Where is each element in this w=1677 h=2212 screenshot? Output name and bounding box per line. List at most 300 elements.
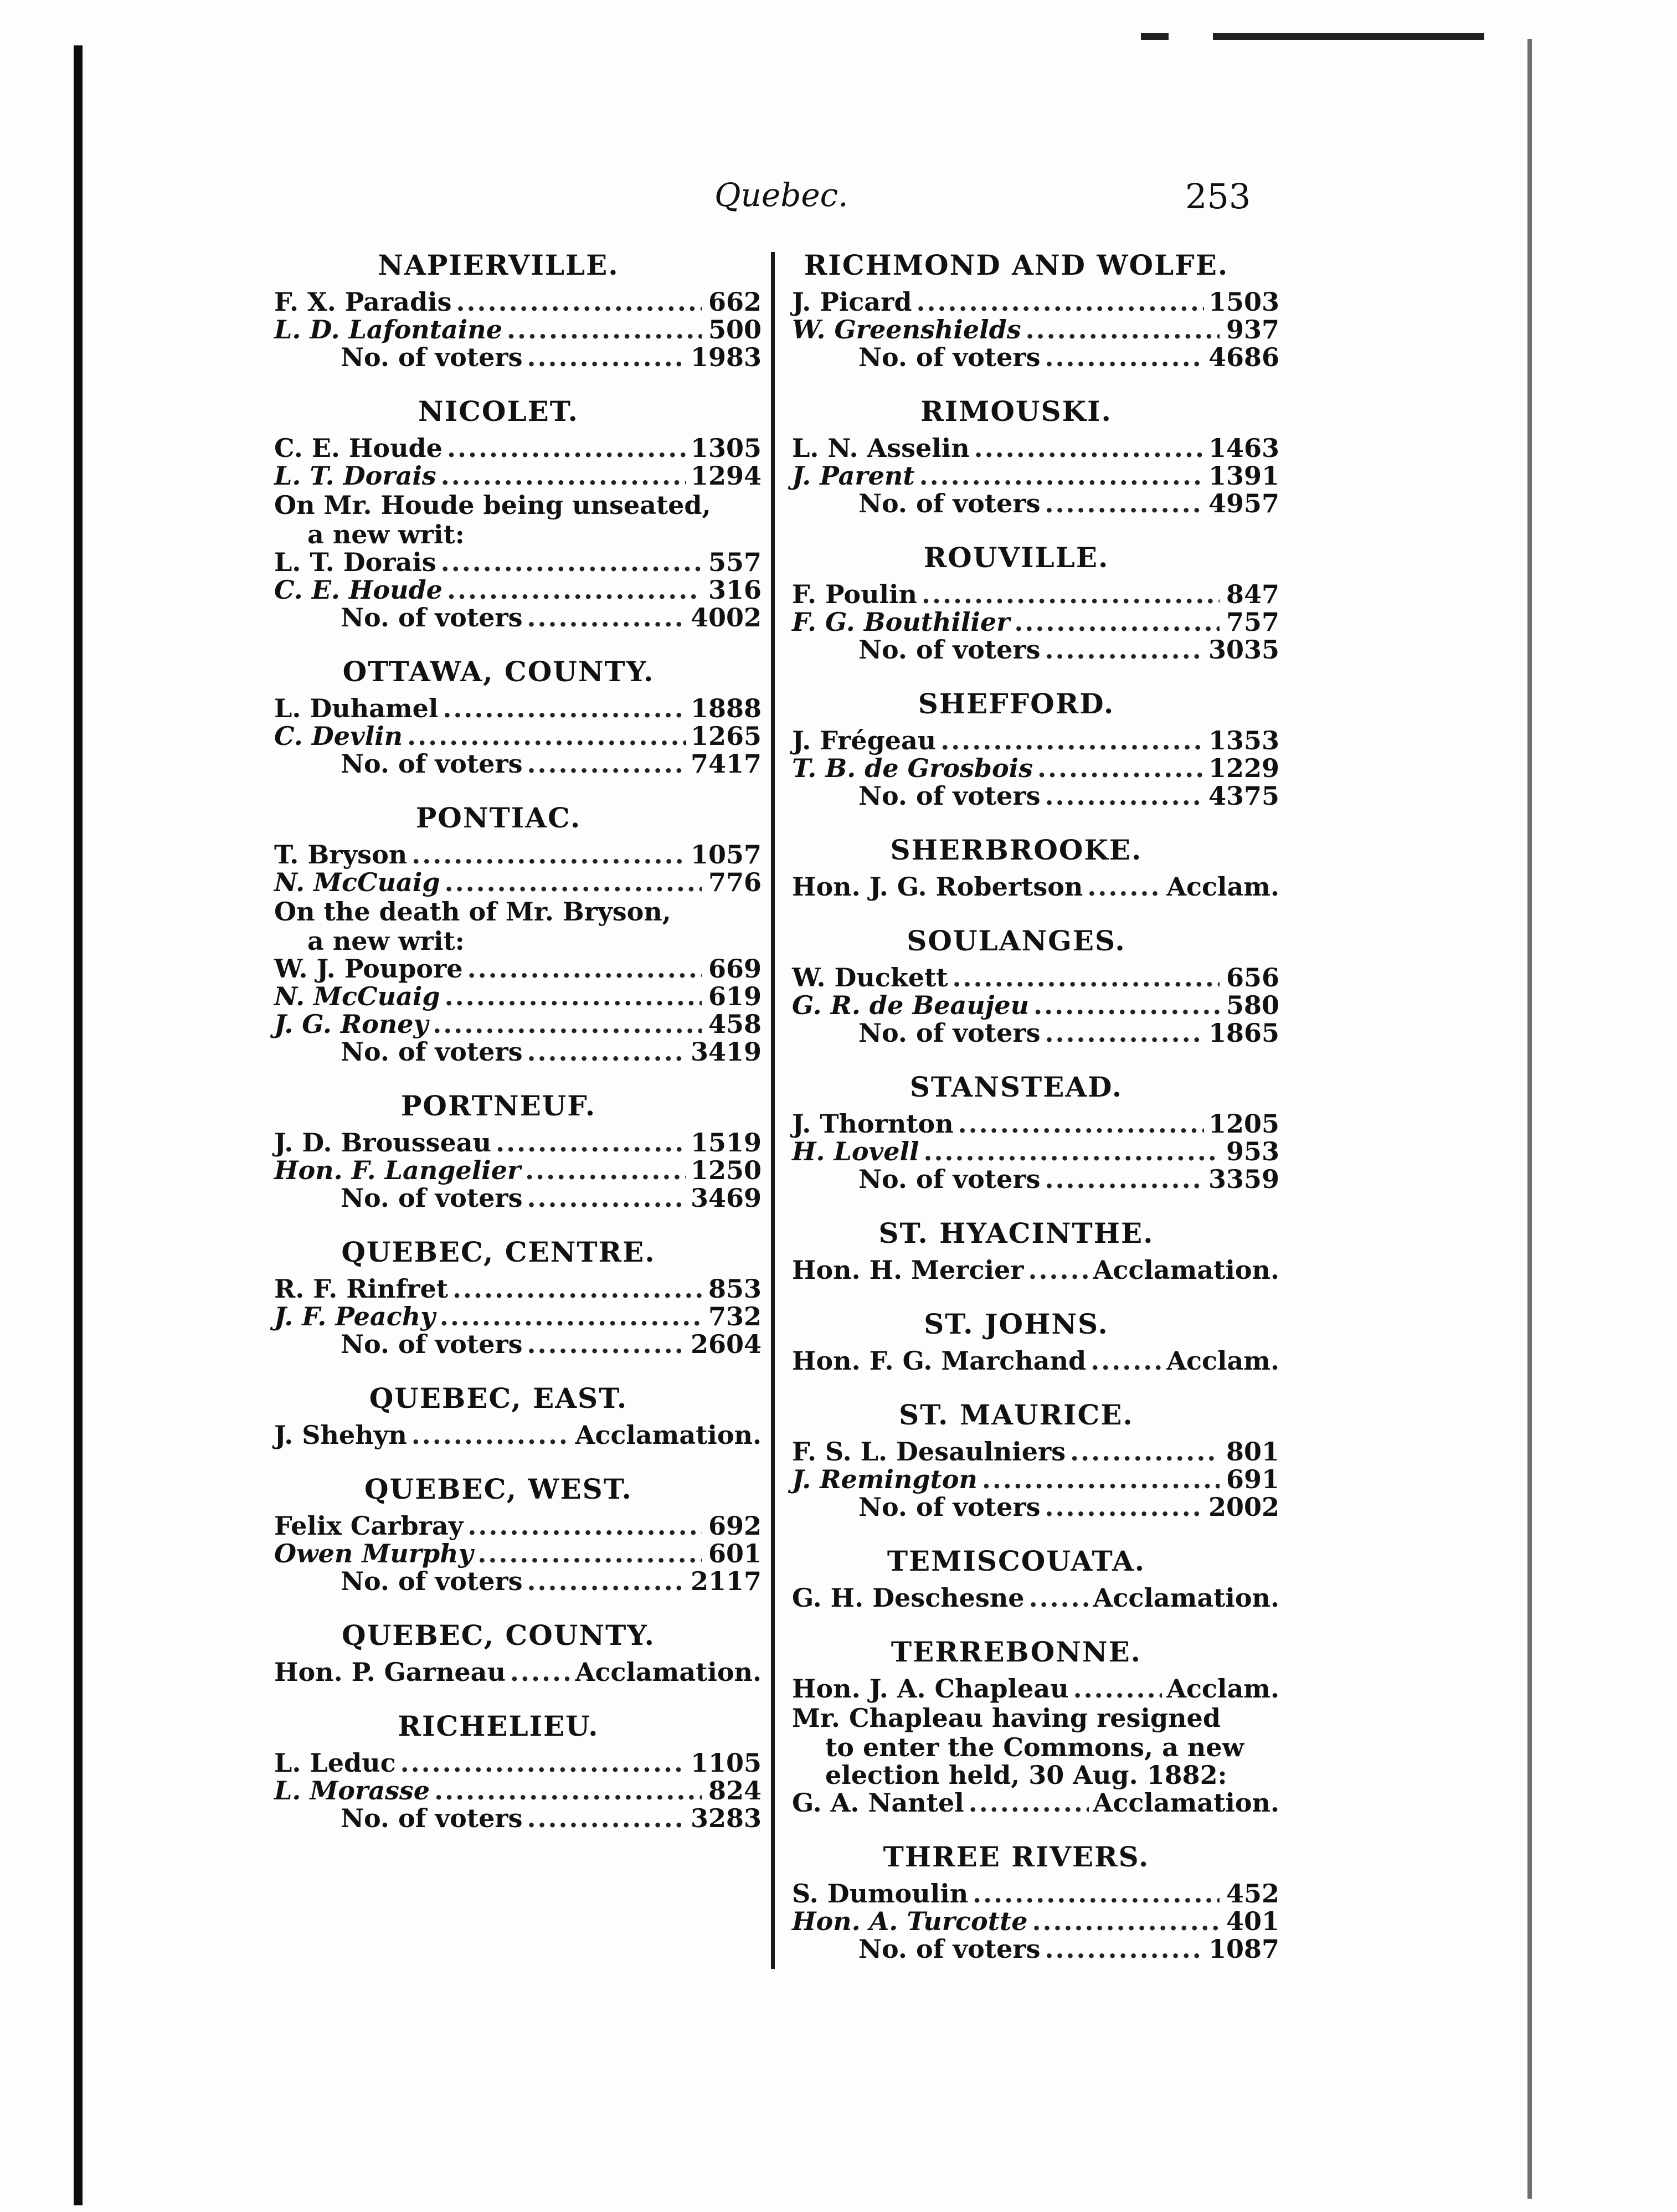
candidate-name: F. X. Paradis <box>274 287 452 317</box>
vote-count: 580 <box>1226 990 1279 1020</box>
voters-total-row <box>792 1165 1279 1193</box>
note-line: Mr. Chapleau having resigned <box>792 1703 1221 1733</box>
candidate-name: T. B. de Grosbois <box>792 753 1033 783</box>
vote-count: 452 <box>1226 1879 1279 1909</box>
dot-leader <box>917 288 1204 316</box>
voters-label: No. of voters <box>341 749 523 779</box>
candidate-name: Hon. A. Turcotte <box>792 1906 1028 1936</box>
constituency-heading: NICOLET. <box>418 395 579 428</box>
vote-count: Acclamation. <box>1093 1788 1279 1818</box>
voters-label: No. of voters <box>858 488 1041 518</box>
candidate-name: Hon. F. Langelier <box>274 1155 521 1185</box>
voters-label: No. of voters <box>858 1164 1041 1194</box>
candidate-row <box>274 548 762 576</box>
candidate-row <box>274 982 762 1010</box>
dot-leader <box>527 1804 686 1832</box>
vote-count: 776 <box>708 867 762 897</box>
voters-label: No. of voters <box>341 1566 523 1596</box>
candidate-row <box>792 1438 1279 1465</box>
constituency-heading: ROUVILLE. <box>923 541 1109 574</box>
candidate-row <box>274 434 762 462</box>
voters-count: 1865 <box>1208 1018 1279 1048</box>
vote-count: 692 <box>708 1511 762 1541</box>
constituency-section <box>792 1060 1290 1206</box>
dot-leader <box>1090 1347 1162 1375</box>
candidate-name: Hon. J. A. Chapleau <box>792 1674 1069 1704</box>
constituency-heading: QUEBEC, COUNTY. <box>342 1619 655 1652</box>
note-line: On the death of Mr. Bryson, <box>274 897 671 927</box>
vote-count: 656 <box>1226 963 1279 992</box>
dot-leader <box>1073 1675 1162 1702</box>
voters-count: 3283 <box>690 1803 762 1833</box>
dot-leader <box>1045 782 1204 810</box>
vote-count: 601 <box>708 1539 762 1568</box>
candidate-name: L. Morasse <box>274 1776 430 1805</box>
vote-count: 458 <box>708 1009 762 1039</box>
candidate-row <box>792 288 1279 316</box>
voters-total-row <box>792 1935 1279 1963</box>
vote-count: 316 <box>708 575 762 605</box>
dot-leader <box>1028 1256 1089 1284</box>
left-column <box>274 238 773 1845</box>
voters-label: No. of voters <box>858 781 1041 811</box>
vote-count: 619 <box>708 981 762 1011</box>
dot-leader <box>441 548 702 576</box>
candidate-row <box>792 462 1279 490</box>
candidate-row <box>274 576 762 604</box>
constituency-section <box>274 238 773 384</box>
voters-label: No. of voters <box>341 1037 523 1067</box>
vote-count: Acclam. <box>1166 1674 1279 1704</box>
candidate-name: S. Dumoulin <box>792 1879 969 1909</box>
constituency-heading: SHEFFORD. <box>918 687 1115 720</box>
vote-count: 1294 <box>690 461 762 491</box>
dot-leader <box>527 343 686 371</box>
candidate-name: L. D. Lafontaine <box>274 315 502 344</box>
dot-leader <box>1045 1935 1204 1963</box>
dot-leader <box>400 1749 686 1777</box>
voters-total-row <box>274 1038 762 1066</box>
voters-label: No. of voters <box>341 603 523 632</box>
constituency-section <box>792 1297 1290 1388</box>
vote-count: 1503 <box>1208 287 1279 317</box>
candidate-name: J. G. Roney <box>274 1009 429 1039</box>
candidate-row <box>792 1907 1279 1935</box>
top-edge-mark <box>1141 33 1169 40</box>
dot-leader <box>467 955 702 982</box>
candidate-row <box>274 1512 762 1540</box>
voters-count: 1983 <box>690 342 762 372</box>
dot-leader <box>411 841 686 868</box>
candidate-name: Hon. J. G. Robertson <box>792 872 1083 902</box>
vote-count: 1057 <box>690 840 762 870</box>
voters-total-row <box>274 1184 762 1212</box>
dot-leader <box>447 576 702 604</box>
candidate-row <box>274 288 762 316</box>
vote-count: 757 <box>1226 607 1279 637</box>
dot-leader <box>467 1512 702 1540</box>
candidate-name: G. R. de Beaujeu <box>792 990 1030 1020</box>
constituency-heading: SHERBROOKE. <box>890 834 1143 866</box>
page-right-edge <box>1527 39 1532 2199</box>
vote-count: 937 <box>1226 315 1279 344</box>
voters-count: 2117 <box>690 1566 762 1596</box>
constituency-heading: NAPIERVILLE. <box>378 249 619 281</box>
constituency-heading: ST. HYACINTHE. <box>878 1217 1154 1249</box>
dot-leader <box>1087 873 1162 901</box>
voters-label: No. of voters <box>858 1018 1041 1048</box>
candidate-name: L. T. Dorais <box>274 547 436 577</box>
voters-label: No. of voters <box>858 635 1041 665</box>
constituency-heading: QUEBEC, EAST. <box>369 1382 628 1414</box>
dot-leader <box>1037 754 1204 782</box>
voters-count: 7417 <box>690 749 762 779</box>
candidate-row <box>792 1256 1279 1284</box>
voters-total-row <box>792 636 1279 663</box>
constituency-section <box>792 823 1290 914</box>
candidate-name: J. Parent <box>792 461 915 491</box>
vote-count: 500 <box>708 315 762 344</box>
candidate-row <box>792 1110 1279 1138</box>
dot-leader <box>456 288 702 316</box>
candidate-name: C. Devlin <box>274 721 403 751</box>
candidate-name: W. Greenshields <box>792 315 1021 344</box>
dot-leader <box>527 750 686 778</box>
vote-count: 801 <box>1226 1437 1279 1467</box>
voters-total-row <box>792 782 1279 810</box>
constituency-section <box>274 1225 773 1371</box>
vote-count: 824 <box>708 1776 762 1805</box>
dot-leader <box>407 722 686 750</box>
voters-total-row <box>274 1804 762 1832</box>
constituency-heading: STANSTEAD. <box>909 1071 1123 1103</box>
voters-count: 4375 <box>1208 781 1279 811</box>
candidate-name: C. E. Houde <box>274 575 443 605</box>
constituency-section <box>274 1462 773 1608</box>
vote-count: 1265 <box>690 721 762 751</box>
candidate-name: L. Duhamel <box>274 693 439 723</box>
voters-total-row <box>274 750 762 778</box>
candidate-row <box>792 1138 1279 1165</box>
dot-leader <box>1070 1438 1220 1465</box>
vote-count: Acclam. <box>1166 872 1279 902</box>
candidate-name: F. Poulin <box>792 579 917 609</box>
vote-count: 1305 <box>690 433 762 463</box>
dot-leader <box>1045 343 1204 371</box>
vote-count: 1391 <box>1208 461 1279 491</box>
candidate-name: F. G. Bouthilier <box>792 607 1010 637</box>
vote-count: 853 <box>708 1274 762 1304</box>
candidate-row <box>792 608 1279 636</box>
candidate-name: Felix Carbray <box>274 1511 464 1541</box>
vote-count: 1463 <box>1208 433 1279 463</box>
dot-leader <box>973 1880 1220 1907</box>
voters-label: No. of voters <box>341 1803 523 1833</box>
vote-count: 953 <box>1226 1136 1279 1166</box>
voters-total-row <box>274 1567 762 1595</box>
candidate-row <box>274 955 762 982</box>
constituency-section <box>274 1079 773 1225</box>
constituency-heading: QUEBEC, WEST. <box>364 1473 632 1505</box>
voters-count: 1087 <box>1208 1934 1279 1964</box>
right-column <box>792 238 1290 1976</box>
voters-label: No. of voters <box>858 1492 1041 1522</box>
constituency-section <box>792 914 1290 1060</box>
vote-count: 847 <box>1226 579 1279 609</box>
candidate-name: N. McCuaig <box>274 867 440 897</box>
candidate-row <box>274 462 762 490</box>
constituency-section <box>792 1206 1290 1297</box>
candidate-name: F. S. L. Desaulniers <box>792 1437 1066 1467</box>
vote-count: Acclamation. <box>575 1657 762 1687</box>
candidate-name: Hon. P. Garneau <box>274 1657 506 1687</box>
constituency-heading: RIMOUSKI. <box>920 395 1112 428</box>
top-edge-mark <box>1213 33 1484 40</box>
vote-count: Acclam. <box>1166 1346 1279 1376</box>
candidate-row <box>274 1749 762 1777</box>
note-line: to enter the Commons, a new <box>825 1732 1244 1762</box>
candidate-row <box>792 964 1279 991</box>
voters-total-row <box>274 604 762 631</box>
voters-total-row <box>792 343 1279 371</box>
constituency-section <box>274 1371 773 1462</box>
candidate-name: J. Remington <box>792 1464 978 1494</box>
note-line: On Mr. Houde being unseated, <box>274 490 711 520</box>
dot-leader <box>434 1777 702 1804</box>
vote-count: 1888 <box>690 693 762 723</box>
constituency-section <box>274 645 773 791</box>
constituency-heading: ST. MAURICE. <box>899 1398 1134 1431</box>
candidate-name: J. D. Brousseau <box>274 1128 492 1158</box>
constituency-section <box>792 1625 1290 1830</box>
dot-leader <box>441 462 686 490</box>
constituency-heading: OTTAWA, COUNTY. <box>342 655 655 688</box>
candidate-row <box>792 1465 1279 1493</box>
dot-leader <box>1045 636 1204 663</box>
vote-count: 1250 <box>690 1155 762 1185</box>
vote-count: 401 <box>1226 1906 1279 1936</box>
dot-leader <box>445 982 702 1010</box>
candidate-name: J. Frégeau <box>792 726 937 755</box>
candidate-row <box>792 1675 1279 1702</box>
candidate-row <box>274 1129 762 1156</box>
candidate-row <box>274 1540 762 1567</box>
candidate-row <box>274 1658 762 1686</box>
candidate-name: R. F. Rinfret <box>274 1274 449 1304</box>
dot-leader <box>527 1038 686 1066</box>
vote-count: 1205 <box>1208 1109 1279 1139</box>
constituency-section <box>792 677 1290 823</box>
candidate-name: Owen Murphy <box>274 1539 474 1568</box>
constituency-section <box>274 791 773 1079</box>
dot-leader <box>1045 1019 1204 1047</box>
vote-count: 557 <box>708 547 762 577</box>
dot-leader <box>1045 1165 1204 1193</box>
candidate-row <box>274 316 762 343</box>
running-title: Quebec. <box>714 176 848 214</box>
voters-total-row <box>274 343 762 371</box>
candidate-row <box>792 1789 1279 1817</box>
dot-leader <box>1026 316 1220 343</box>
dot-leader <box>1033 991 1220 1019</box>
candidate-name: W. J. Poupore <box>274 954 463 984</box>
candidate-name: Hon. H. Mercier <box>792 1255 1024 1285</box>
candidate-name: G. H. Deschesne <box>792 1583 1025 1613</box>
candidate-row <box>792 434 1279 462</box>
dot-leader <box>527 1184 686 1212</box>
voters-label: No. of voters <box>341 1183 523 1213</box>
candidate-name: L. T. Dorais <box>274 461 436 491</box>
dot-leader <box>433 1010 702 1038</box>
vote-count: 662 <box>708 287 762 317</box>
dot-leader <box>923 1138 1220 1165</box>
dot-leader <box>974 434 1204 462</box>
candidate-row <box>274 1303 762 1330</box>
voters-total-row <box>792 1493 1279 1521</box>
constituency-heading: SOULANGES. <box>907 924 1126 957</box>
candidate-row <box>274 1421 762 1449</box>
dot-leader <box>525 1156 686 1184</box>
dot-leader <box>527 1330 686 1358</box>
candidate-name: Hon. F. G. Marchand <box>792 1346 1087 1376</box>
dot-leader <box>1014 608 1220 636</box>
candidate-name: J. Thornton <box>792 1109 954 1139</box>
dot-leader <box>440 1303 702 1330</box>
candidate-row <box>274 1777 762 1804</box>
candidate-row <box>792 1584 1279 1612</box>
constituency-heading: THREE RIVERS. <box>883 1840 1150 1873</box>
candidate-row <box>274 1156 762 1184</box>
voters-count: 3419 <box>690 1037 762 1067</box>
candidate-row <box>274 1010 762 1038</box>
candidate-name: C. E. Houde <box>274 433 443 463</box>
dot-leader <box>477 1540 702 1567</box>
voters-count: 3469 <box>690 1183 762 1213</box>
vote-count: 1105 <box>690 1748 762 1778</box>
candidate-name: J. Picard <box>792 287 912 317</box>
vote-count: Acclamation. <box>575 1420 762 1450</box>
constituency-heading: PONTIAC. <box>415 801 582 834</box>
constituency-heading: RICHELIEU. <box>398 1710 599 1742</box>
candidate-row <box>792 754 1279 782</box>
dot-leader <box>982 1465 1220 1493</box>
constituency-section <box>274 1699 773 1845</box>
voters-total-row <box>274 1330 762 1358</box>
candidate-row <box>792 727 1279 754</box>
dot-leader <box>919 462 1204 490</box>
constituency-heading: ST. JOHNS. <box>924 1308 1109 1340</box>
candidate-row <box>274 695 762 722</box>
voters-count: 4002 <box>690 603 762 632</box>
vote-count: 732 <box>708 1302 762 1331</box>
vote-count: 1229 <box>1208 753 1279 783</box>
dot-leader <box>510 1658 571 1686</box>
candidate-row <box>274 841 762 868</box>
dot-leader <box>507 316 702 343</box>
dot-leader <box>1045 490 1204 517</box>
dot-leader <box>969 1789 1089 1817</box>
constituency-heading: RICHMOND AND WOLFE. <box>804 249 1229 281</box>
voters-label: No. of voters <box>858 342 1041 372</box>
candidate-row <box>792 991 1279 1019</box>
dot-leader <box>958 1110 1204 1138</box>
dot-leader <box>1045 1493 1204 1521</box>
constituency-section <box>274 1608 773 1699</box>
voters-total-row <box>792 490 1279 517</box>
dot-leader <box>443 695 686 722</box>
constituency-section <box>792 1830 1290 1976</box>
vote-count: Acclamation. <box>1093 1255 1279 1285</box>
page-left-edge <box>74 45 83 2205</box>
dot-leader <box>496 1129 686 1156</box>
candidate-name: J. Shehyn <box>274 1420 407 1450</box>
vote-count: 691 <box>1226 1464 1279 1494</box>
constituency-section <box>792 1388 1290 1534</box>
dot-leader <box>445 868 702 896</box>
constituency-section <box>274 384 773 645</box>
candidate-name: L. N. Asselin <box>792 433 970 463</box>
dot-leader <box>953 964 1220 991</box>
constituency-heading: PORTNEUF. <box>400 1089 596 1122</box>
dot-leader <box>1032 1907 1220 1935</box>
note-line: a new writ: <box>307 926 465 956</box>
candidate-name: J. F. Peachy <box>274 1302 435 1331</box>
voters-label: No. of voters <box>858 1934 1041 1964</box>
dot-leader <box>411 1421 571 1449</box>
candidate-row <box>792 316 1279 343</box>
dot-leader <box>527 1567 686 1595</box>
candidate-row <box>792 1880 1279 1907</box>
voters-count: 3359 <box>1208 1164 1279 1194</box>
candidate-name: T. Bryson <box>274 840 408 870</box>
candidate-name: G. A. Nantel <box>792 1788 964 1818</box>
candidate-name: W. Duckett <box>792 963 948 992</box>
candidate-name: N. McCuaig <box>274 981 440 1011</box>
constituency-section <box>792 238 1290 384</box>
dot-leader <box>922 580 1220 608</box>
candidate-row <box>274 722 762 750</box>
voters-label: No. of voters <box>341 1329 523 1359</box>
vote-count: Acclamation. <box>1093 1583 1279 1613</box>
candidate-row <box>792 580 1279 608</box>
constituency-section <box>792 1534 1290 1625</box>
dot-leader <box>452 1275 702 1303</box>
candidate-name: H. Lovell <box>792 1136 919 1166</box>
candidate-row <box>274 868 762 896</box>
note-line: election held, 30 Aug. 1882: <box>825 1760 1227 1790</box>
constituency-heading: TERREBONNE. <box>891 1635 1142 1668</box>
candidate-row <box>792 1347 1279 1375</box>
dot-leader <box>447 434 686 462</box>
voters-count: 2604 <box>690 1329 762 1359</box>
vote-count: 1519 <box>690 1128 762 1158</box>
note-line: a new writ: <box>307 519 465 549</box>
voters-count: 4686 <box>1208 342 1279 372</box>
candidate-name: L. Leduc <box>274 1748 396 1778</box>
constituency-heading: TEMISCOUATA. <box>887 1545 1146 1577</box>
candidate-row <box>274 1275 762 1303</box>
vote-count: 669 <box>708 954 762 984</box>
voters-total-row <box>792 1019 1279 1047</box>
constituency-section <box>792 384 1290 531</box>
candidate-row <box>792 873 1279 901</box>
dot-leader <box>1029 1584 1089 1612</box>
vote-count: 1353 <box>1208 726 1279 755</box>
voters-label: No. of voters <box>341 342 523 372</box>
voters-count: 3035 <box>1208 635 1279 665</box>
page-number: 253 <box>1185 176 1251 217</box>
voters-count: 4957 <box>1208 488 1279 518</box>
